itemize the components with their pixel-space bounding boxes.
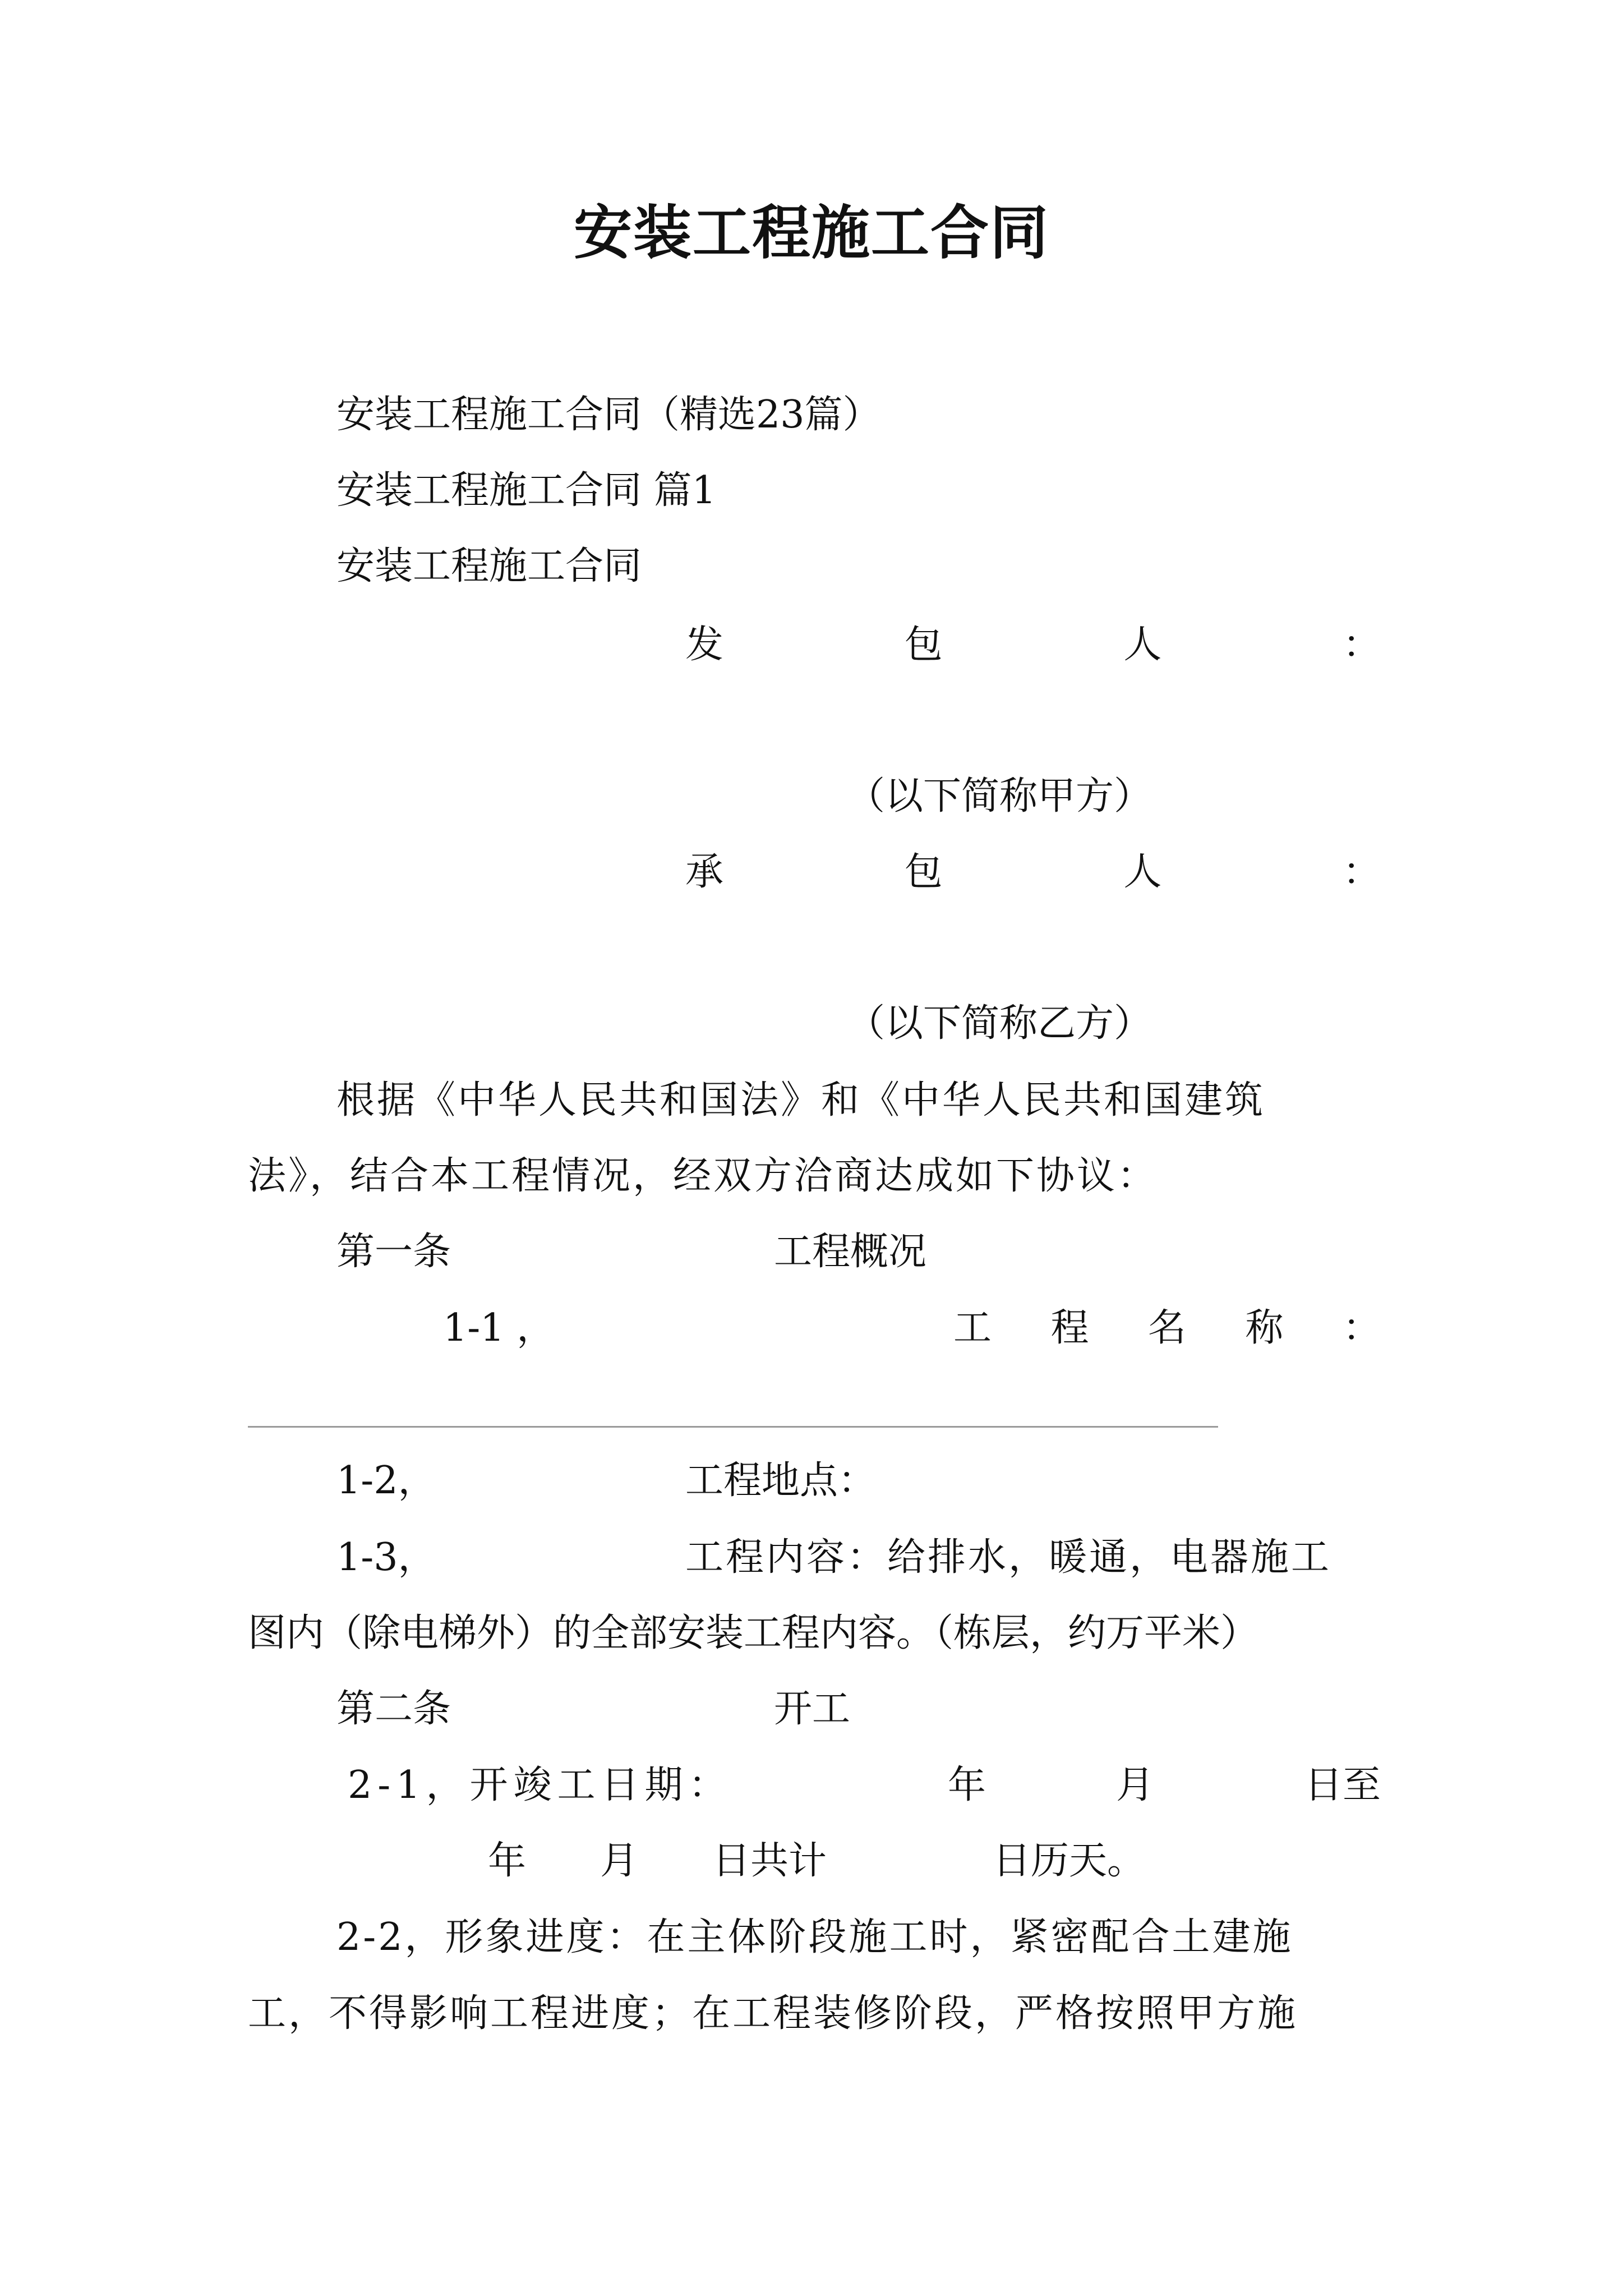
party-a-char: ：	[1342, 623, 1381, 667]
intro-line-1: 根据《中华人民共和国法》和《中华人民共和国建筑	[336, 1078, 1266, 1122]
item-1-1-char: ：	[1342, 1306, 1381, 1350]
calendar-days-label: 日历天。	[993, 1839, 1146, 1883]
party-a-line	[685, 617, 1381, 673]
item-1-1-number: 1-1 ，	[443, 1306, 555, 1350]
item-1-1-char: 名	[1147, 1306, 1186, 1350]
item-2-2-line-2: 工，不得影响工程进度；在工程装修阶段，严格按照甲方施	[248, 1991, 1298, 2036]
party-a-char: 发	[685, 623, 724, 667]
party-b-note: （以下简称乙方）	[847, 1001, 1152, 1046]
party-a-char: 人	[1123, 623, 1162, 667]
year-label: 年	[948, 1763, 986, 1807]
article-2-label: 第二条	[336, 1687, 451, 1731]
item-1-1-char: 程	[1050, 1306, 1089, 1350]
contract-heading: 安装工程施工合同	[336, 544, 642, 588]
month-label: 月	[1116, 1763, 1155, 1807]
item-2-2-line-1: 2-2，形象进度：在主体阶段施工时，紧密配合土建施	[336, 1915, 1293, 1959]
item-1-3-text: 工程内容：给排水，暖通，电器施工	[685, 1535, 1332, 1580]
item-1-2-text: 工程地点：	[685, 1458, 877, 1503]
item-1-1-char: 工	[953, 1306, 992, 1350]
month-label: 月	[600, 1839, 639, 1883]
year-label: 年	[488, 1839, 527, 1883]
party-a-char: 包	[904, 623, 943, 667]
document-title: 安装工程施工合同	[573, 198, 1049, 267]
section-heading: 安装工程施工合同 篇1	[336, 468, 716, 513]
day-to-label: 日至	[1304, 1763, 1381, 1807]
article-1-heading: 工程概况	[774, 1230, 927, 1274]
item-1-2-number: 1-2，	[336, 1458, 436, 1503]
party-b-line	[685, 844, 1381, 900]
document-subtitle: 安装工程施工合同（精选23篇）	[336, 393, 881, 437]
item-1-3-number: 1-3，	[336, 1535, 436, 1580]
day-total-label: 日共计	[712, 1839, 827, 1883]
item-1-1-char: 称	[1245, 1306, 1284, 1350]
party-b-char: 人	[1123, 850, 1162, 894]
item-2-1-label: 2-1，开竣工日期：	[348, 1763, 732, 1807]
item-1-1-label	[953, 1300, 1381, 1356]
article-1-label: 第一条	[336, 1230, 451, 1274]
party-b-char: ：	[1342, 850, 1381, 894]
item-1-3-continuation: 图内（除电梯外）的全部安装工程内容。（栋层，约万平米）	[248, 1611, 1259, 1655]
party-a-note: （以下简称甲方）	[847, 774, 1152, 818]
blank-underline	[248, 1426, 1218, 1428]
article-2-heading: 开工	[774, 1687, 851, 1731]
intro-line-2: 法》，结合本工程情况，经双方洽商达成如下协议：	[248, 1154, 1158, 1198]
party-b-char: 包	[904, 850, 943, 894]
party-b-char: 承	[685, 850, 724, 894]
